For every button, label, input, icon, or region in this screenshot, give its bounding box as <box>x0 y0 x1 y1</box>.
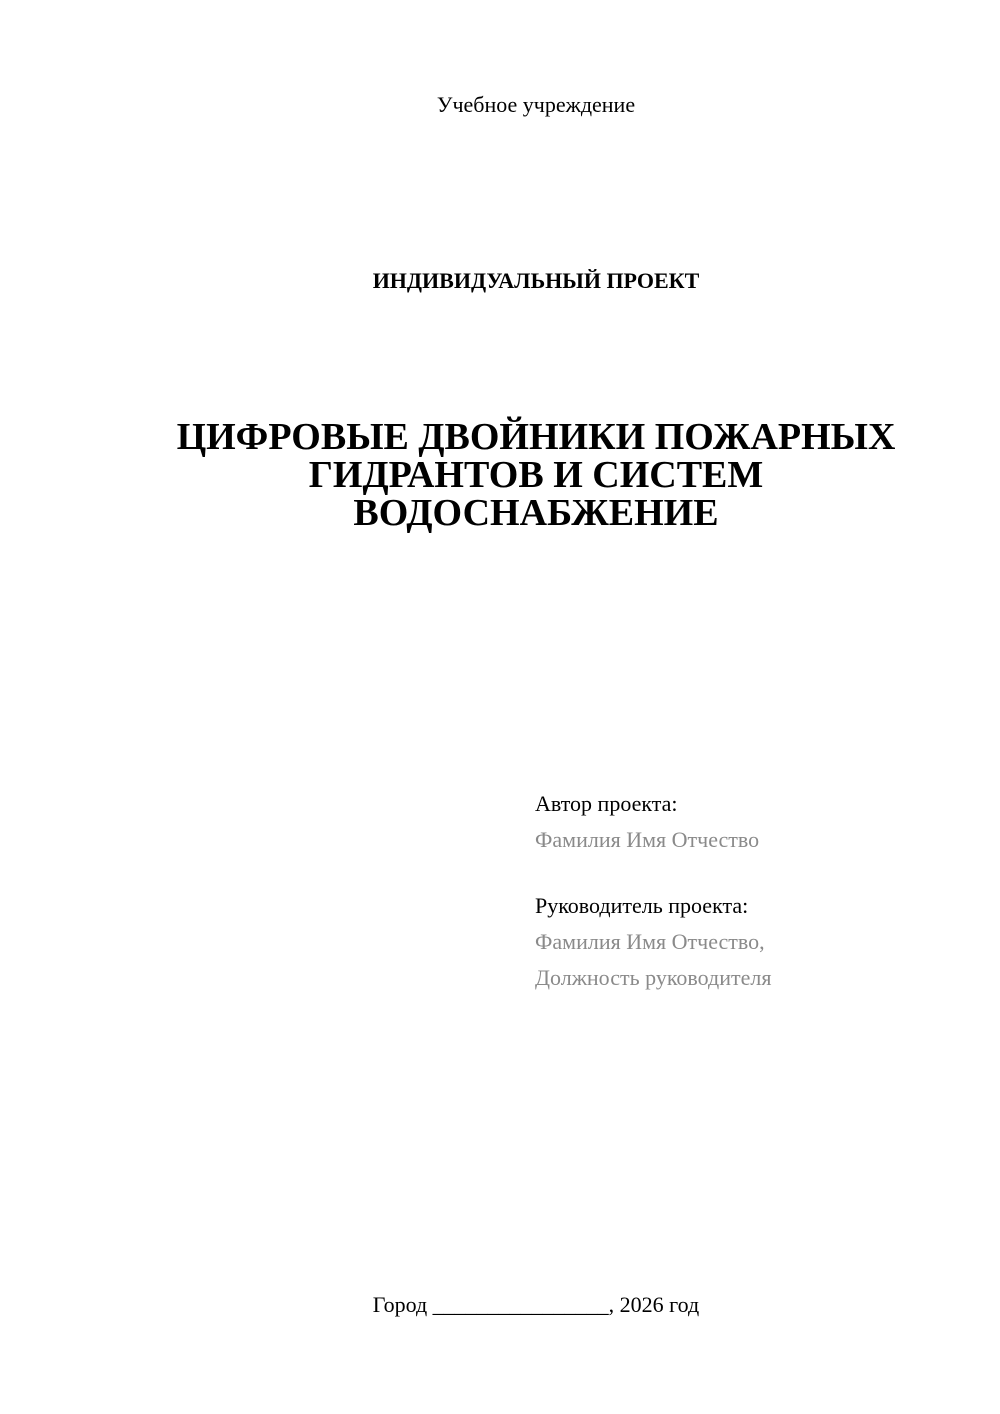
city-year-line: Город ________________, 2026 год <box>372 1292 700 1317</box>
credits-block <box>535 786 975 996</box>
credits-spacer <box>535 858 975 888</box>
supervisor-position: Должность руководителя <box>535 965 772 990</box>
institution-name: Учебное учреждение <box>436 92 636 117</box>
project-type-heading: ИНДИВИДУАЛЬНЫЙ ПРОЕКТ <box>372 268 700 293</box>
supervisor-label: Руководитель проекта: <box>535 893 749 918</box>
project-title-line-1: ЦИФРОВЫЕ ДВОЙНИКИ ПОЖАРНЫХ <box>176 416 896 458</box>
supervisor-name: Фамилия Имя Отчество, <box>535 929 765 954</box>
author-name: Фамилия Имя Отчество <box>535 827 760 852</box>
author-label: Автор проекта: <box>535 791 678 816</box>
project-title <box>0 418 1000 532</box>
project-title-line-2: ГИДРАНТОВ И СИСТЕМ <box>308 454 764 496</box>
project-title-line-3: ВОДОСНАБЖЕНИЕ <box>353 492 719 534</box>
